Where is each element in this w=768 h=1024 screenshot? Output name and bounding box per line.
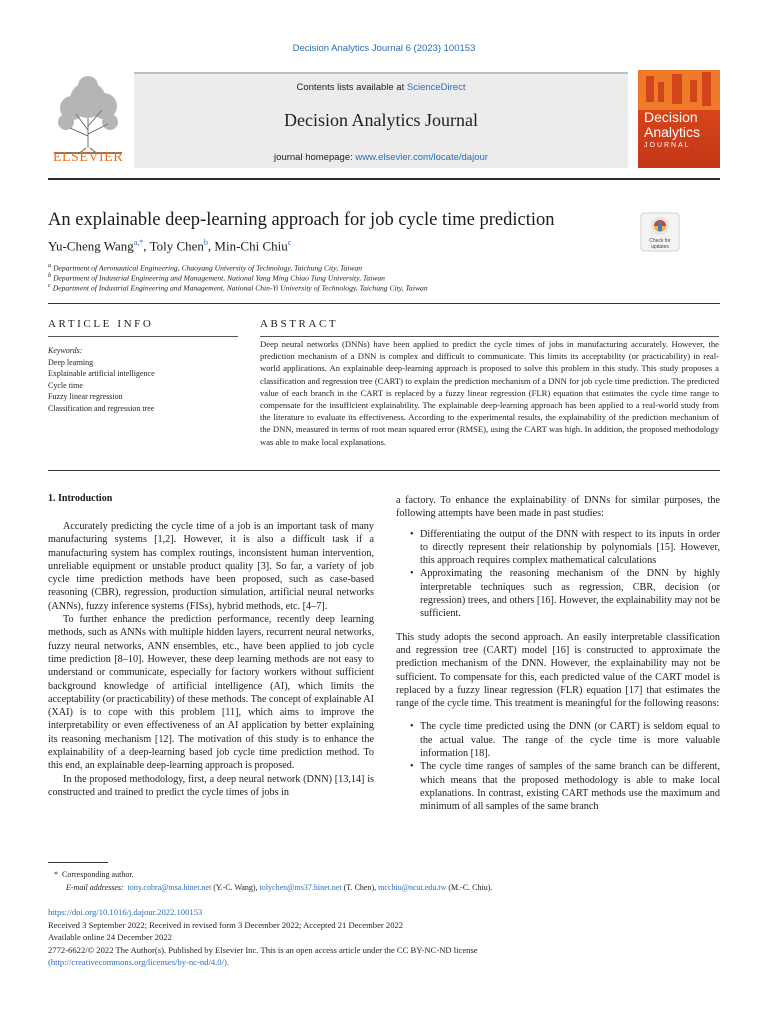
corresponding-label: Corresponding author. (62, 870, 134, 879)
email-link[interactable]: tolychen@ms37.hinet.net (259, 883, 342, 892)
keyword: Explainable artificial intelligence (48, 369, 155, 378)
affiliation (48, 282, 428, 293)
list-item (396, 567, 720, 620)
keyword: Deep learning (48, 357, 94, 367)
keyword: Fuzzy linear regression (48, 392, 123, 401)
email-link[interactable]: tony.cobra@msa.hinet.net (127, 883, 212, 892)
abstract-rule (260, 336, 719, 337)
journal-cover[interactable] (638, 70, 720, 168)
email-line (48, 881, 720, 894)
body-paragraph: This study adopts the second approach. An easily interpretable classification and regression tree (CART) model [16] is constructed to approximate the prediction mechanism of the DNN. However, the explainability may not be sufficient. To compensate for this, each predicted value of the CART model is replaced by a fuzzy linear regression (FLR) equation [17] that estimates the range of the cycle time. This treatment is meaningful for the following reasons: (396, 631, 720, 710)
list-item (396, 760, 720, 813)
list-item-text: The cycle time predicted using the DNN (or CART) is seldom equal to the actual value. The range of the cycle time is more valuable information [18]. (420, 721, 720, 760)
email-owner: (M.-C. Chiu). (448, 883, 493, 892)
author-name: Toly Chen (149, 238, 204, 254)
affiliation-sup: b (48, 272, 52, 279)
keywords-label: Keywords: (48, 346, 83, 355)
keyword: Cycle time (48, 380, 83, 390)
journal-header (48, 70, 720, 168)
bullet-icon: • (410, 721, 414, 733)
body-paragraph: In the proposed methodology, first, a deep neural network (DNN) [13,14] is constructed and trained to predict the cycle times of jobs in (48, 773, 374, 798)
author-name: Min-Chi Chiu (214, 238, 288, 254)
list-item (396, 720, 720, 760)
author-sup[interactable]: c (287, 238, 292, 247)
homepage-line (134, 152, 628, 163)
affiliation-divider (48, 303, 720, 304)
affiliation-text: Department of Industrial Engineering and Management, National Chin-Yi University of Technology, Taichung City, Taiwan (52, 283, 428, 293)
affiliation-sup: a (48, 262, 52, 269)
received-dates: Received 3 September 2022; Received in revised form 3 December 2022; Accepted 21 December 2022 (48, 919, 404, 930)
homepage-prefix: journal homepage: (274, 152, 356, 163)
affiliation (48, 262, 362, 273)
abstract-divider (48, 470, 720, 471)
sciencedirect-link[interactable]: ScienceDirect (406, 82, 466, 93)
right-column (396, 494, 720, 814)
contents-line (134, 82, 628, 93)
journal-header-box (134, 72, 628, 168)
bullet-icon: • (410, 761, 414, 773)
journal-title: Decision Analytics Journal (284, 110, 478, 130)
paper-title: An explainable deep-learning approach for job cycle time prediction (48, 210, 555, 230)
author-name: Yu-Cheng Wang (48, 238, 134, 254)
publisher-name: ELSEVIER (52, 150, 124, 165)
body-paragraph: a factory. To enhance the explainability of DNNs for similar purposes, the following attempts have been made in past studies: (396, 495, 720, 520)
affiliation-sup: c (48, 282, 51, 289)
cover-pattern-icon (638, 70, 720, 110)
abstract-text: Deep neural networks (DNNs) have been applied to predict the cycle times of jobs in manufacturing accurately. However, the prediction mechanism of a DNN is complex and difficult to communicate. This limits its acceptability (or practicability) in real-world applications. An explainable deep-learning approach is proposed to solve this problem in this study. This study proposes a classification and regression tree (CART) to explain the prediction mechanism of a DNN for job cycle time prediction. The predicted value of each branch in the CART is replaced by a fuzzy linear regression (FLR) equation that estimates the cycle time range to compensate for the insufficient explainability. The explainable deep-learning approach has been applied to a real-world study from the literature to evaluate its effectiveness. According to the experimental results, the explainability of the prediction mechanism of the DNN, measured in terms of root mean squared error (RMSE), using the CART was high. In addition, the proposed methodology was able to make local explanations. (260, 339, 719, 447)
author-sup[interactable]: b (203, 238, 208, 247)
bullet-list (396, 720, 720, 813)
doi-link[interactable]: https://doi.org/10.1016/j.dajour.2022.100153 (48, 907, 203, 917)
list-item-text: Differentiating the output of the DNN with respect to its inputs in order to directly represent their relationship by polynomials [15]. However, this approach requires complex mathematical calculations (420, 528, 720, 567)
email-link[interactable]: mcchiu@ncut.edu.tw (378, 883, 447, 892)
email-owner: (T. Chen), (343, 883, 377, 892)
list-item (396, 528, 720, 568)
email-owner: (Y.-C. Wang), (213, 883, 258, 892)
keyword: Classification and regression tree (48, 403, 155, 413)
header-divider (48, 178, 720, 180)
affiliation-text: Department of Industrial Engineering and Management, National Yang Ming Chiao Tung University, Taiwan (53, 273, 385, 283)
crossmark-label: Check for updates (649, 238, 671, 250)
publication-info (48, 906, 720, 969)
section-heading-introduction: 1. Introduction (48, 493, 113, 504)
email-label: E-mail addresses: (66, 883, 124, 892)
footnote-star: * (54, 870, 58, 879)
bullet-list (396, 528, 720, 621)
homepage-link[interactable]: www.elsevier.com/locate/dajour (355, 152, 488, 163)
keywords-block (48, 345, 238, 414)
journal-citation[interactable]: Decision Analytics Journal 6 (2023) 100153 (292, 43, 476, 54)
license-link[interactable]: (http://creativecommons.org/licenses/by-nc-nd/4.0/). (48, 957, 229, 968)
left-column (48, 520, 374, 799)
license-text: 2772-6622/© 2022 The Author(s). Published by Elsevier Inc. This is an open access article under the CC BY-NC-ND license (48, 944, 478, 955)
author-list: Yu-Cheng Wang$^{a,*}$, Toly Chen$^b$, Min-Chi Chiu$^c$ (48, 238, 292, 254)
list-item-text: The cycle time ranges of samples of the same branch can be different, which means that the proposed methodology is able to make local explanations. In contrast, existing CART methods use the maximum and minimum of all samples of the same branch (420, 761, 720, 813)
affiliation-text: Department of Aeronautical Engineering, Chaoyang University of Technology, Taichung City, Taiwan (53, 263, 363, 273)
bullet-icon: • (410, 568, 414, 580)
footnote-rule (48, 862, 108, 863)
author-sup[interactable]: a,* (133, 238, 144, 247)
cover-subtitle: JOURNAL (644, 142, 691, 149)
elsevier-logo[interactable] (48, 70, 128, 168)
bullet-icon: • (410, 528, 414, 540)
online-date: Available online 24 December 2022 (48, 932, 172, 943)
contents-prefix: Contents lists available at (296, 82, 407, 93)
article-info-heading: ARTICLE INFO (48, 318, 154, 330)
crossmark-badge[interactable] (640, 212, 680, 252)
footnote (48, 868, 720, 894)
abstract-heading: ABSTRACT (260, 318, 339, 330)
article-info-rule (48, 336, 238, 337)
affiliation (48, 272, 385, 283)
corresponding-note (48, 868, 720, 881)
cover-title: Decision Analytics (644, 109, 701, 140)
body-paragraph: Accurately predicting the cycle time of a job is an important task of many manufacturing systems [1,2]. However, it is also a difficult task if a manufacturing system has complex routings, inconsistent human intervention, unreliable equipment or unstable product quality [3]. So far, a variety of job cycle time prediction methods have been proposed, such as case-based reasoning (CBR), regression, production simulation, artificial neural networks (ANNs), fuzzy inference systems (FISs), hybrid methods, etc. [4–7]. (48, 521, 374, 612)
body-paragraph: To further enhance the prediction performance, recently deep learning methods, such as ANNs with multiple hidden layers, recurrent neural networks, fuzzy neural networks, ANN ensembles, etc., have been applied to job cycle time prediction [8–10]. However, these deep learning methods are not easy to understand or communicate, especially for factory workers without sufficient background knowledge of artificial intelligence (AI), which limits the acceptability (or practicability) of these methods. The concept of explainable AI (XAI) is to cope with this problem [11], which aims to improve the interpretability or even effectiveness of an AI application by better explaining its reasoning mechanism [12]. The motivation of this study is to enhance the explainability of a deep-learning based job cycle time prediction method. To this end, an explainable deep-learning approach is proposed. (48, 614, 374, 772)
list-item-text: Approximating the reasoning mechanism of the DNN by highly interpretable techniques such as regression, CBR, decision (or regression) trees, and others [16]. However, the explainability may not be sufficient. (420, 568, 720, 620)
